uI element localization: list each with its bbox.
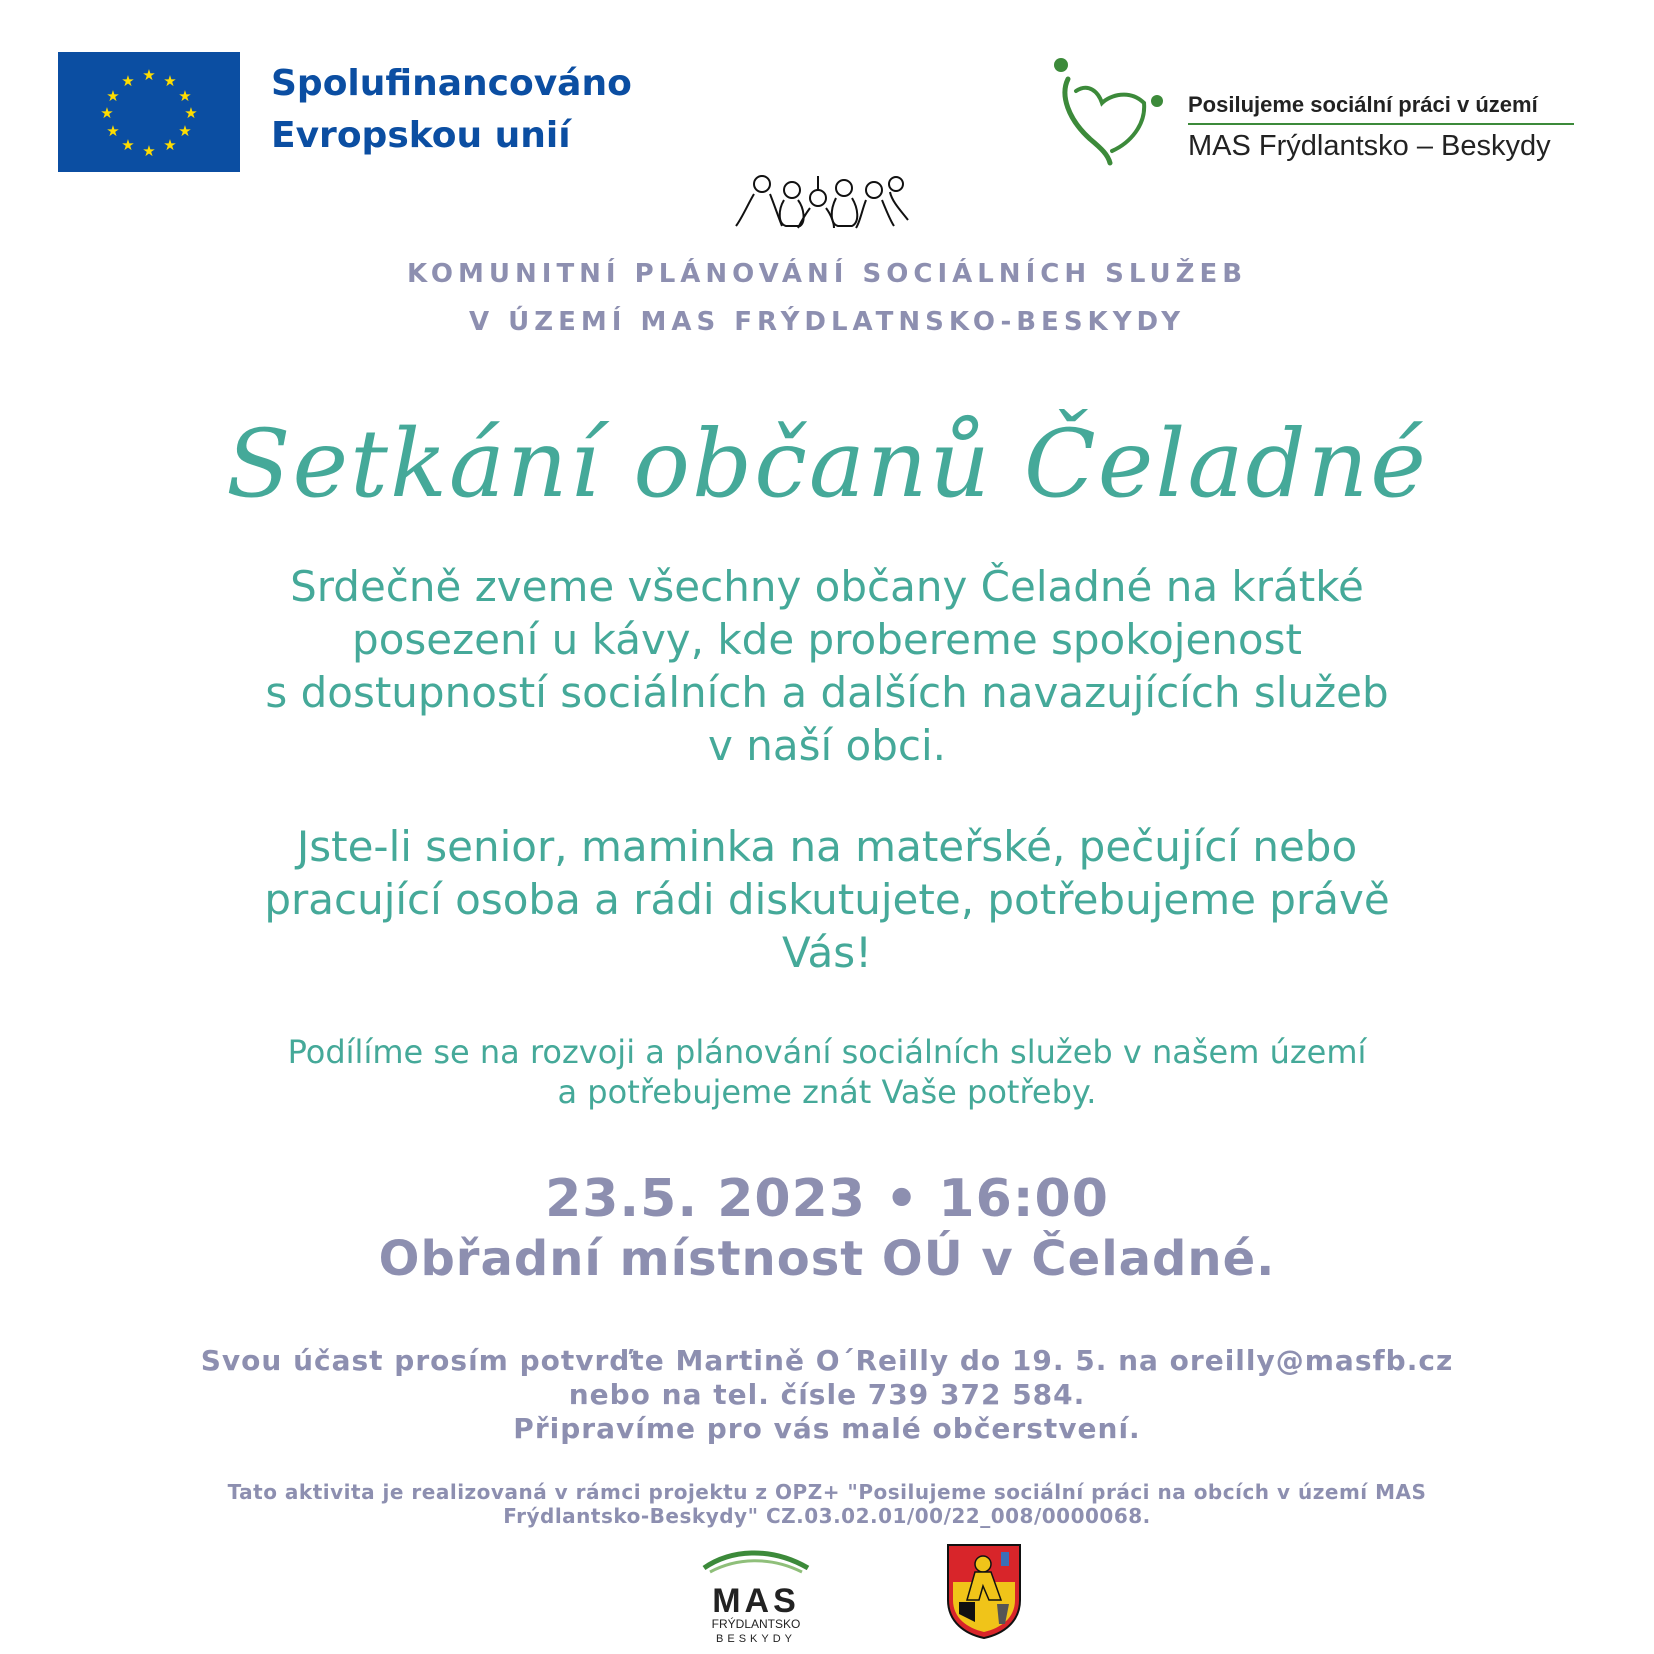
invite-line: Srdečně zveme všechny občany Čeladné na krátké	[290, 562, 1364, 611]
coat-of-arms-icon	[945, 1542, 1023, 1640]
eu-cofinancing-text	[271, 58, 632, 162]
mas-logo-line2: BESKYDY	[716, 1633, 796, 1645]
rsvp-line: Připravíme pro vás malé občerstvení.	[513, 1412, 1141, 1445]
svg-text:★: ★	[100, 104, 114, 122]
purpose-paragraph	[0, 1032, 1654, 1112]
svg-text:★: ★	[121, 72, 135, 90]
invite-line: v naší obci.	[708, 721, 946, 770]
share-line: a potřebujeme znát Vaše potřeby.	[557, 1073, 1097, 1111]
svg-text:★: ★	[178, 87, 192, 105]
svg-text:★: ★	[106, 87, 120, 105]
svg-text:★: ★	[142, 142, 156, 160]
event-place: Obřadní místnost OÚ v Čeladné.	[378, 1231, 1276, 1287]
heart-logo-icon	[1050, 55, 1170, 167]
project-footnote	[0, 1480, 1654, 1528]
mas-divider	[1188, 123, 1574, 125]
invite-line: s dostupností sociálních a dalších navazujících služeb	[265, 668, 1389, 717]
rsvp-line: Svou účast prosím potvrďte Martině O´Reilly do 19. 5. na oreilly@masfb.cz	[200, 1344, 1454, 1377]
rsvp-block	[0, 1344, 1654, 1446]
svg-text:★: ★	[106, 122, 120, 140]
mas-logo-name: MAS	[712, 1582, 800, 1620]
invitation-paragraph	[0, 560, 1654, 772]
svg-text:★: ★	[184, 104, 198, 122]
svg-text:★: ★	[163, 72, 177, 90]
eu-text-line2: Evropskou unií	[271, 115, 571, 156]
kicker-line2: V ÚZEMÍ MAS FRÝDLATNSKO-BESKYDY	[468, 307, 1186, 337]
call-line: Jste-li senior, maminka na mateřské, pečující nebo	[296, 822, 1358, 871]
eu-flag-icon	[58, 52, 240, 172]
call-line: pracující osoba a rádi diskutujete, potřebujeme právě	[264, 875, 1390, 924]
share-line: Podílíme se na rozvoji a plánování sociálních služeb v našem území	[287, 1033, 1367, 1071]
kicker-heading	[0, 250, 1654, 346]
mas-name: MAS Frýdlantsko – Beskydy	[1188, 130, 1551, 162]
svg-text:★: ★	[121, 136, 135, 154]
mas-logo-icon	[700, 1542, 812, 1646]
people-drawing-icon	[734, 168, 910, 230]
svg-text:★: ★	[142, 66, 156, 84]
invite-line: posezení u kávy, kde probereme spokojenost	[352, 615, 1302, 664]
mas-slogan: Posilujeme sociální práci v území	[1188, 92, 1538, 117]
svg-text:★: ★	[178, 122, 192, 140]
call-line: Vás!	[782, 928, 872, 977]
svg-text:★: ★	[163, 136, 177, 154]
mas-logo-line1: FRÝDLANTSKO	[711, 1617, 801, 1631]
footnote-line: Tato aktivita je realizovaná v rámci projektu z OPZ+ "Posilujeme sociální práci na obcích v území MAS	[227, 1480, 1427, 1504]
eu-text-line1: Spolufinancováno	[271, 63, 632, 104]
kicker-line1: KOMUNITNÍ PLÁNOVÁNÍ SOCIÁLNÍCH SLUŽEB	[406, 259, 1248, 289]
call-to-participate	[0, 820, 1654, 979]
event-title: Setkání občanů Čeladné	[226, 410, 1428, 519]
event-datetime: 23.5. 2023 • 16:00	[545, 1169, 1109, 1229]
rsvp-line: nebo na tel. čísle 739 372 584.	[568, 1378, 1086, 1411]
footnote-line: Frýdlantsko-Beskydy" CZ.03.02.01/00/22_008/0000068.	[503, 1504, 1151, 1528]
